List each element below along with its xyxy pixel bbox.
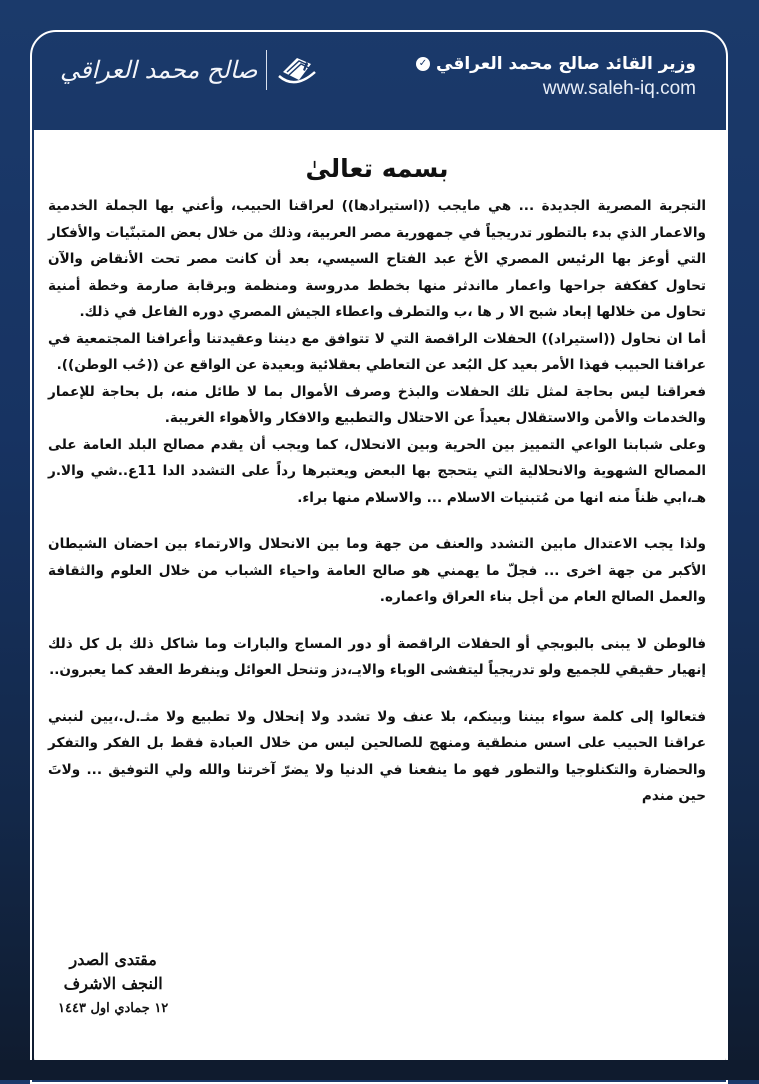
statement-paper — [34, 130, 726, 1080]
signatory-name: مقتدى الصدر — [69, 950, 157, 969]
paragraph-5: ولذا يجب الاعتدال مابين التشدد والعنف من جهة وما بين الانحلال والارتماء بين احضان الشيطان الأكبر من جهة اخرى ... فجلّ ما يهمني هو صالح العامة واحياء الشباب من خلال العلوم والثقافة والعمل الصالح العام من أجل بناء العراق واعماره. — [48, 536, 706, 605]
paragraph-3: فعراقنا ليس بحاجة لمثل تلك الحفلات والبذخ وصرف الأموال بما لا طائل منه، بل بحاجة للإعمار والخدمات والأمن والاستقلال بعيداً عن الاحتلال والتطبيع والافكار والأهواء الغريبة. — [48, 383, 706, 426]
logo-calligraphy: صالح محمد العراقي — [60, 56, 258, 84]
basmala-heading: بسمه تعالىٰ — [305, 154, 449, 183]
signature-block — [58, 948, 168, 1022]
signature-date: ١٢ جمادي اول ١٤٤٣ — [58, 1001, 169, 1016]
logo — [60, 50, 319, 90]
logo-divider — [266, 50, 267, 90]
paragraph-2: أما ان نحاول ((استيراد)) الحفلات الراقصة التي لا تتوافق مع ديننا وعقيدتنا وأعرافنا المجتمعية في عراقنا الحبيب فهذا الأمر بعيد كل البُعد عن التعاطي بعقلائية وبعيدة عن الواقع عن ((حُب الوطن)). — [48, 330, 706, 373]
signature-place: النجف الاشرف — [63, 974, 163, 993]
statement-body — [48, 130, 706, 810]
website-link[interactable]: www.saleh-iq.com — [542, 78, 696, 99]
paragraph-gap — [48, 611, 706, 631]
account-title — [416, 54, 696, 74]
book-pen-icon — [275, 50, 319, 90]
paragraph-1: التجربة المصرية الجديدة ... هي مايجب ((استيرادها)) لعراقنا الحبيب، وأعني بها الجملة الخدمية والاعمار الذي بدء بالتطور تدريجياً في جمهورية مصر العربية، وذلك من خلال بعض المتبنّيات والأفكار التي أوعز بها الرئيس المصري الأخ عبد الفتاح السيسي، بعد أن كانت مصر تحت الأنقاض والآن تحاول كفكفة جراحها واعمار مااندثر منها بخطط مدروسة ومنظمة وبرقابة صارمة وخطة أمنية تحاول من خلالها إبعاد شبح الا ر ها ،ب والتطرف واعطاء الجيش المصري دوره الفاعل في ذلك. — [48, 198, 706, 320]
paragraph-gap — [48, 684, 706, 704]
paragraph-gap — [48, 511, 706, 531]
brand-block — [416, 54, 696, 100]
paragraph-4: وعلى شبابنا الواعي التمييز بين الحرية وبين الانحلال، كما ويجب أن يقدم مصالح البلد العامة على المصالح الشهوية والانحلالية التي يتحجج بها البعض ويعتبرها رداً على التشدد الدا 11ع..شي والا.ر هـ،ابي ظناً منه انها من مُتبنيات الاسلام ... والاسلام منها براء. — [48, 436, 706, 506]
bottom-background — [0, 1060, 759, 1080]
paragraph-6: فالوطن لا يبنى بالبوبجي أو الحفلات الراقصة أو دور المساج والبارات وما شاكل ذلك بل كل ذلك إنهيار حقيقي للجميع ولو تدريجياً ليتفشى الوباء والايـ،دز وتنحل العوائل وينفرط العقد كما يعبرون.. — [48, 635, 706, 678]
verified-check-icon: ✓ — [416, 57, 430, 71]
header — [34, 34, 726, 130]
paragraph-7: فتعالوا إلى كلمة سواء بيننا وبينكم، بلا عنف ولا تشدد ولا إنحلال ولا تطبيع ولا مثـ.ل.،يين لنبني عراقنا الحبيب على اسس منطقية ومنهج للصالحين ليس من خلال العبادة فقط بل الفكر والتفكر والحضارة والتكنلوجيا والتطور فهو ما ينفعنا في الدنيا ولا يضرّ آخرتنا والله ولي التوفيق ... ولاتَ حين مندم — [48, 708, 706, 804]
account-name: وزير القائد صالح محمد العراقي — [436, 54, 696, 74]
